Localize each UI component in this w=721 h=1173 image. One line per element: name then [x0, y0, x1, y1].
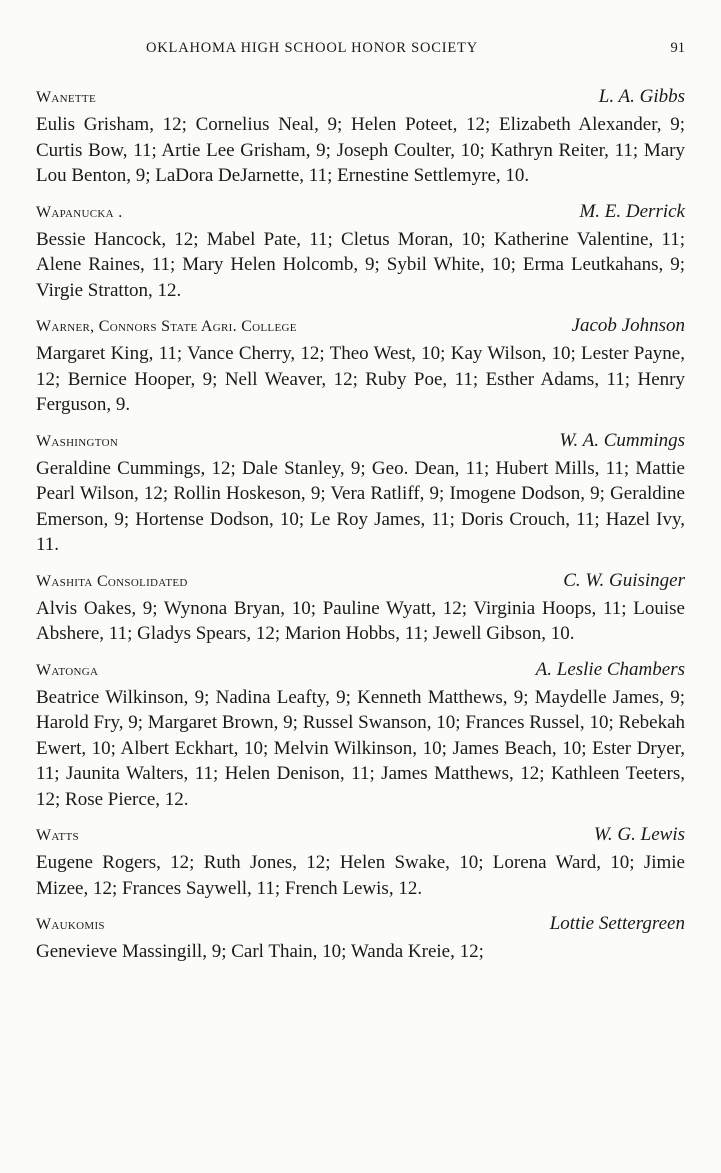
sponsor-name: M. E. Derrick	[579, 200, 685, 222]
sponsor-name: A. Leslie Chambers	[535, 658, 685, 680]
page-number: 91	[670, 40, 685, 56]
entry-heading	[36, 659, 685, 685]
member-list: Eulis Grisham, 12; Cornelius Neal, 9; Helen Poteet, 12; Elizabeth Alexander, 9; Curtis Bow, 11; Artie Lee Grisham, 9; Joseph Coulter, 10; Kathryn Reiter, 11; Mary Lou Benton, 9; LaDora DeJarnette, 11; Ernestine Settlemyre, 10.	[36, 114, 685, 186]
school-name: Watts	[36, 827, 79, 844]
school-name: Warner, Connors State Agri. College	[36, 318, 297, 335]
school-name: Wapanucka .	[36, 203, 123, 221]
school-entry	[36, 86, 685, 189]
school-entry	[36, 824, 685, 901]
running-title: OKLAHOMA HIGH SCHOOL HONOR SOCIETY	[146, 40, 478, 56]
school-name: Wanette	[36, 89, 96, 106]
member-list: Margaret King, 11; Vance Cherry, 12; Theo West, 10; Kay Wilson, 10; Lester Payne, 12; Bernice Hooper, 9; Nell Weaver, 12; Ruby Poe, 11; Esther Adams, 11; Henry Ferguson, 9.	[36, 343, 685, 415]
sponsor-name: C. W. Guisinger	[563, 569, 685, 591]
member-list: Eugene Rogers, 12; Ruth Jones, 12; Helen Swake, 10; Lorena Ward, 10; Jimie Mizee, 12; Frances Saywell, 11; French Lewis, 12.	[36, 852, 685, 899]
member-list: Geraldine Cummings, 12; Dale Stanley, 9; Geo. Dean, 11; Hubert Mills, 11; Mattie Pearl Wilson, 12; Rollin Hoskeson, 9; Vera Ratliff, 9; Imogene Dodson, 9; Geraldine Emerson, 9; Hortense Dodson, 10; Le Roy James, 11; Doris Crouch, 11; Hazel Ivy, 11.	[36, 457, 685, 555]
sponsor-name: Lottie Settergreen	[549, 913, 685, 934]
entry-heading	[36, 824, 685, 850]
school-entry	[36, 315, 685, 418]
entry-heading	[36, 86, 685, 112]
entry-heading	[36, 913, 685, 939]
sponsor-name: L. A. Gibbs	[598, 86, 685, 107]
school-entry	[36, 430, 685, 558]
entry-heading	[36, 201, 685, 227]
member-list: Beatrice Wilkinson, 9; Nadina Leafty, 9; Kenneth Matthews, 9; Maydelle James, 9; Harold Fry, 9; Margaret Brown, 9; Russel Swanson, 10; Frances Russel, 10; Rebekah Ewert, 10; Albert Eckhart, 10; Melvin Wilkinson, 10; James Beach, 10; Ester Dryer, 11; Jaunita Walters, 11; Helen Denison, 11; James Matthews, 12; Kathleen Teeters, 12; Rose Pierce, 12.	[36, 686, 685, 810]
member-list: Genevieve Massingill, 9; Carl Thain, 10; Wanda Kreie, 12;	[36, 941, 484, 962]
running-header	[36, 40, 685, 64]
school-name: Washita Consolidated	[36, 572, 188, 590]
sponsor-name: Jacob Johnson	[571, 315, 685, 336]
school-entries	[36, 86, 685, 977]
school-entry	[36, 570, 685, 647]
entry-heading	[36, 315, 685, 341]
school-name: Waukomis	[36, 916, 105, 933]
school-entry	[36, 659, 685, 813]
sponsor-name: W. A. Cummings	[559, 429, 685, 451]
sponsor-name: W. G. Lewis	[593, 824, 685, 845]
school-name: Watonga	[36, 661, 99, 679]
entry-heading	[36, 570, 685, 596]
school-entry	[36, 201, 685, 304]
school-name: Washington	[36, 432, 119, 450]
school-entry	[36, 913, 685, 965]
entry-heading	[36, 430, 685, 456]
member-list: Bessie Hancock, 12; Mabel Pate, 11; Cletus Moran, 10; Katherine Valentine, 11; Alene Raines, 11; Mary Helen Holcomb, 9; Sybil White, 10; Erma Leutkahans, 9; Virgie Stratton, 12.	[36, 228, 685, 301]
member-list: Alvis Oakes, 9; Wynona Bryan, 10; Pauline Wyatt, 12; Virginia Hoops, 11; Louise Abshere, 11; Gladys Spears, 12; Marion Hobbs, 11; Jewell Gibson, 10.	[36, 597, 685, 644]
